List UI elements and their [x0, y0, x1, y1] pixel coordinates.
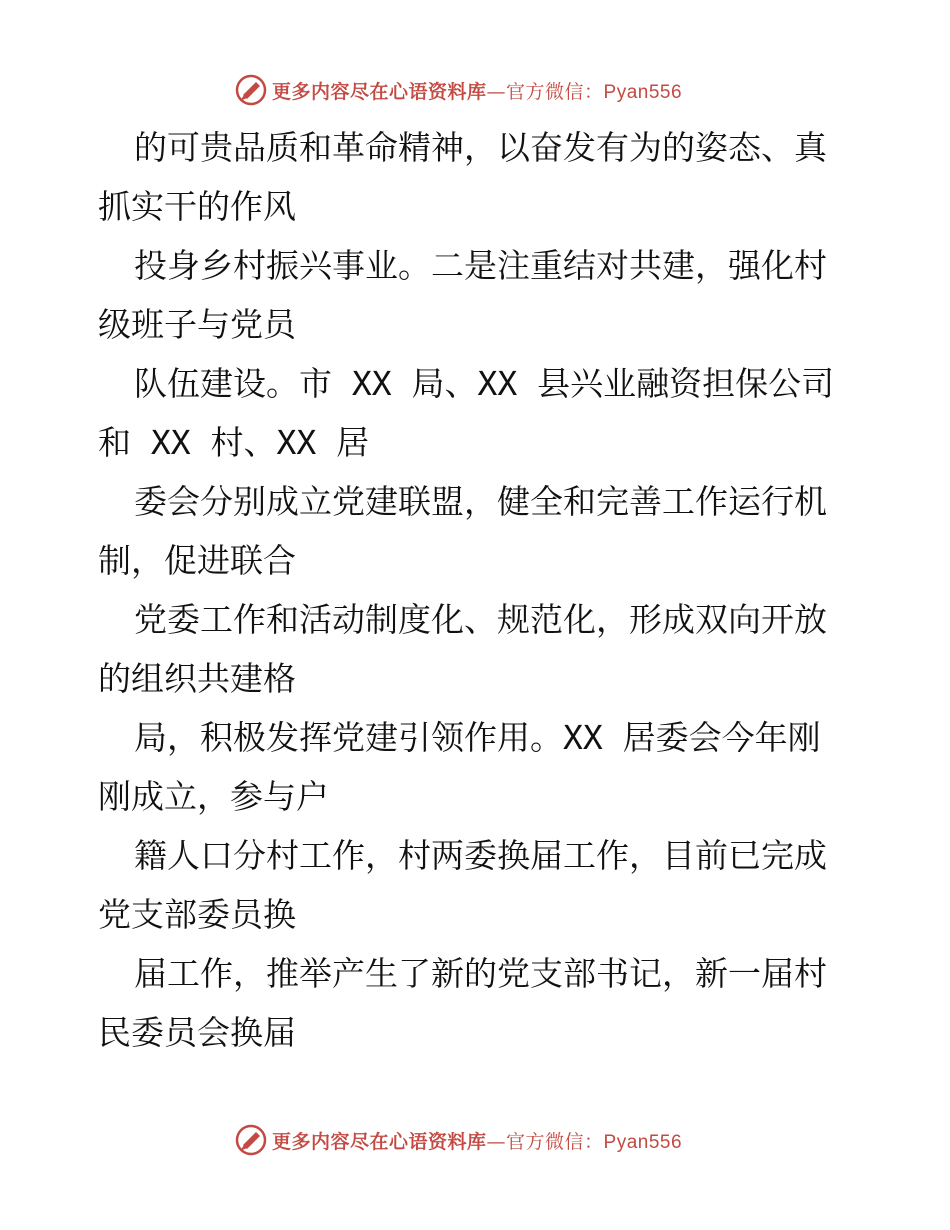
text-line: 的可贵品质和革命精神，以奋发有为的姿态、真 — [134, 128, 827, 167]
text-line: 刚成立，参与户 — [98, 777, 329, 816]
pen-circle-logo-icon — [234, 1123, 268, 1157]
text-line: 党支部委员换 — [98, 895, 296, 934]
banner-site-text: 更多内容尽在心语资料库 — [272, 1130, 487, 1153]
text-line: 投身乡村振兴事业。二是注重结对共建，强化村 — [134, 246, 827, 285]
banner-text — [272, 77, 682, 104]
banner-official-label: 官方微信： — [506, 80, 604, 103]
text-line: 籍人口分村工作，村两委换届工作，目前已完成 — [134, 836, 827, 875]
text-line: 委会分别成立党建联盟，健全和完善工作运行机 — [134, 482, 827, 521]
text-line: 民委员会换届 — [98, 1013, 296, 1052]
footer-banner — [0, 1120, 950, 1160]
header-banner — [0, 70, 950, 110]
text-line: 党委工作和活动制度化、规范化，形成双向开放 — [134, 600, 827, 639]
body-text — [98, 118, 858, 1062]
banner-account: Pyan556 — [603, 1131, 683, 1153]
text-line: 抓实干的作风 — [98, 187, 296, 226]
text-line: 的组织共建格 — [98, 659, 296, 698]
text-line: 届工作，推举产生了新的党支部书记，新一届村 — [134, 954, 827, 993]
text-line: 制，促进联合 — [98, 541, 296, 580]
banner-account: Pyan556 — [603, 81, 683, 103]
banner-dash: — — [486, 1130, 507, 1153]
text-line: 和 XX 村、XX 居 — [98, 423, 370, 462]
text-line: 队伍建设。市 XX 局、XX 县兴业融资担保公司 — [134, 364, 835, 403]
pen-circle-logo-icon — [234, 73, 268, 107]
banner-official-label: 官方微信： — [506, 1130, 604, 1153]
banner-dash: — — [486, 80, 507, 103]
banner-site-text: 更多内容尽在心语资料库 — [272, 80, 487, 103]
banner-text — [272, 1127, 682, 1154]
text-line: 级班子与党员 — [98, 305, 296, 344]
text-line: 局，积极发挥党建引领作用。XX 居委会今年刚 — [134, 718, 821, 757]
